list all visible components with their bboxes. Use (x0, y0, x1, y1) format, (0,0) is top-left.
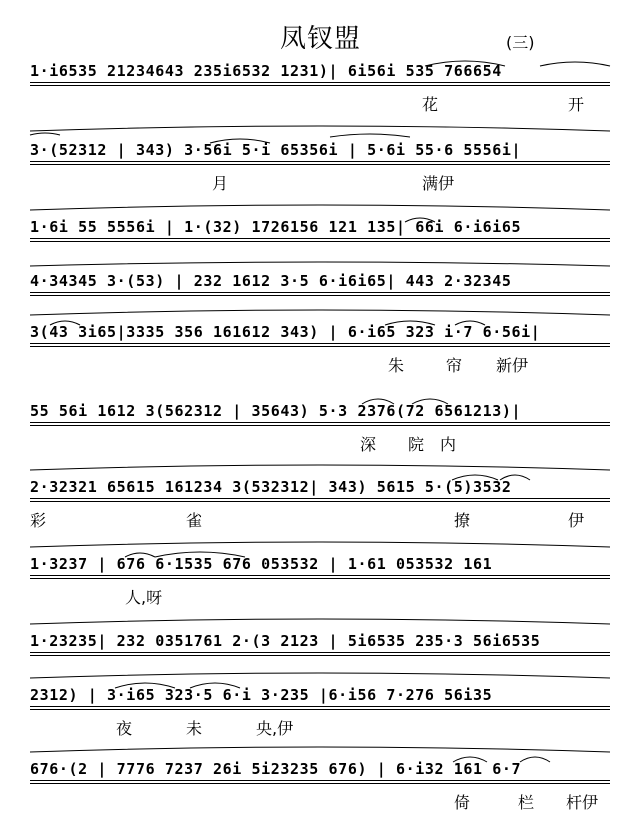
song-title: 凤钗盟 (279, 24, 361, 54)
notation-text: 676·(2 | 7776 7237 26i 5i23235 676) | 6·i32 161 6·7 (30, 760, 522, 778)
notation-text: 3(43 3i65|3335 356 161612 343) | 6·i65 323 i·7 6·56i| (30, 323, 541, 341)
underline-beam (30, 780, 610, 781)
underline-beam (30, 578, 610, 579)
score-line (0, 686, 641, 746)
lyric-char: 央,伊 (256, 719, 294, 738)
score-line (0, 141, 641, 201)
underline-beam (30, 425, 610, 426)
underline-beam (30, 575, 610, 576)
lyrics-row (0, 585, 641, 609)
underline-beam (30, 295, 610, 296)
underline-beam (30, 346, 610, 347)
notation-text: 2312) | 3·i65 323·5 6·i 3·235 |6·i56 7·276 56i35 (30, 686, 493, 704)
underline-beam (30, 655, 610, 656)
lyrics-row (0, 508, 641, 532)
score-line (0, 402, 641, 462)
score-line (0, 323, 641, 383)
notation-text: 3·(52312 | 343) 3·56i 5·i 65356i | 5·6i 55·6 5556i| (30, 141, 522, 159)
lyrics-row (0, 353, 641, 377)
underline-beam (30, 652, 610, 653)
underline-beam (30, 709, 610, 710)
notation-text: 1·3237 | 676 6·1535 676 053532 | 1·61 053532 161 (30, 555, 493, 573)
lyric-char: 人,呀 (125, 588, 163, 607)
score-line (0, 62, 641, 122)
lyric-char: 撩 (454, 511, 471, 530)
underline-beam (30, 501, 610, 502)
score-line (0, 555, 641, 615)
lyric-char: 朱 (388, 356, 405, 375)
lyric-char: 内 (440, 435, 457, 454)
lyric-char: 帘 (446, 356, 463, 375)
underline-beam (30, 706, 610, 707)
notation-text: 2·32321 65615 161234 3(532312| 343) 5615 5·(5)3532 (30, 478, 512, 496)
score-line (0, 218, 641, 278)
lyric-char: 花 (422, 95, 439, 114)
lyric-char: 伊 (568, 511, 585, 530)
lyric-char: 开 (568, 95, 585, 114)
lyrics-row (0, 432, 641, 456)
lyrics-row (0, 716, 641, 740)
underline-beam (30, 292, 610, 293)
underline-beam (30, 85, 610, 86)
underline-beam (30, 161, 610, 162)
section-number: (三) (506, 33, 535, 52)
lyrics-row (0, 92, 641, 116)
notation-text: 1·23235| 232 0351761 2·(3 2123 | 5i6535 235·3 56i6535 (30, 632, 541, 650)
lyric-char: 月 (212, 174, 229, 193)
lyric-char: 杆伊 (566, 793, 599, 812)
lyric-char: 新伊 (496, 356, 529, 375)
lyrics-row (0, 790, 641, 814)
underline-beam (30, 422, 610, 423)
notation-text: 55 56i 1612 3(562312 | 35643) 5·3 2376(72 6561213)| (30, 402, 522, 420)
underline-beam (30, 241, 610, 242)
lyric-char: 深 (360, 435, 377, 454)
lyric-char: 栏 (518, 793, 535, 812)
lyrics-row (0, 171, 641, 195)
lyric-char: 倚 (454, 793, 471, 812)
lyric-char: 满伊 (422, 174, 455, 193)
underline-beam (30, 783, 610, 784)
lyric-char: 彩 (30, 511, 47, 530)
lyric-char: 院 (408, 435, 425, 454)
notation-text: 1·6i 55 5556i | 1·(32) 1726156 121 135| 66i 6·i6i65 (30, 218, 522, 236)
underline-beam (30, 498, 610, 499)
notation-text: 4·34345 3·(53) | 232 1612 3·5 6·i6i65| 443 2·32345 (30, 272, 512, 290)
score-line (0, 760, 641, 820)
underline-beam (30, 164, 610, 165)
lyric-char: 雀 (186, 511, 203, 530)
lyric-char: 未 (186, 719, 203, 738)
notation-text: 1·i6535 21234643 235i6532 1231)| 6i56i 535 766654 (30, 62, 502, 80)
lyric-char: 夜 (116, 719, 133, 738)
score-line (0, 632, 641, 692)
score-line (0, 478, 641, 538)
underline-beam (30, 238, 610, 239)
underline-beam (30, 343, 610, 344)
underline-beam (30, 82, 610, 83)
